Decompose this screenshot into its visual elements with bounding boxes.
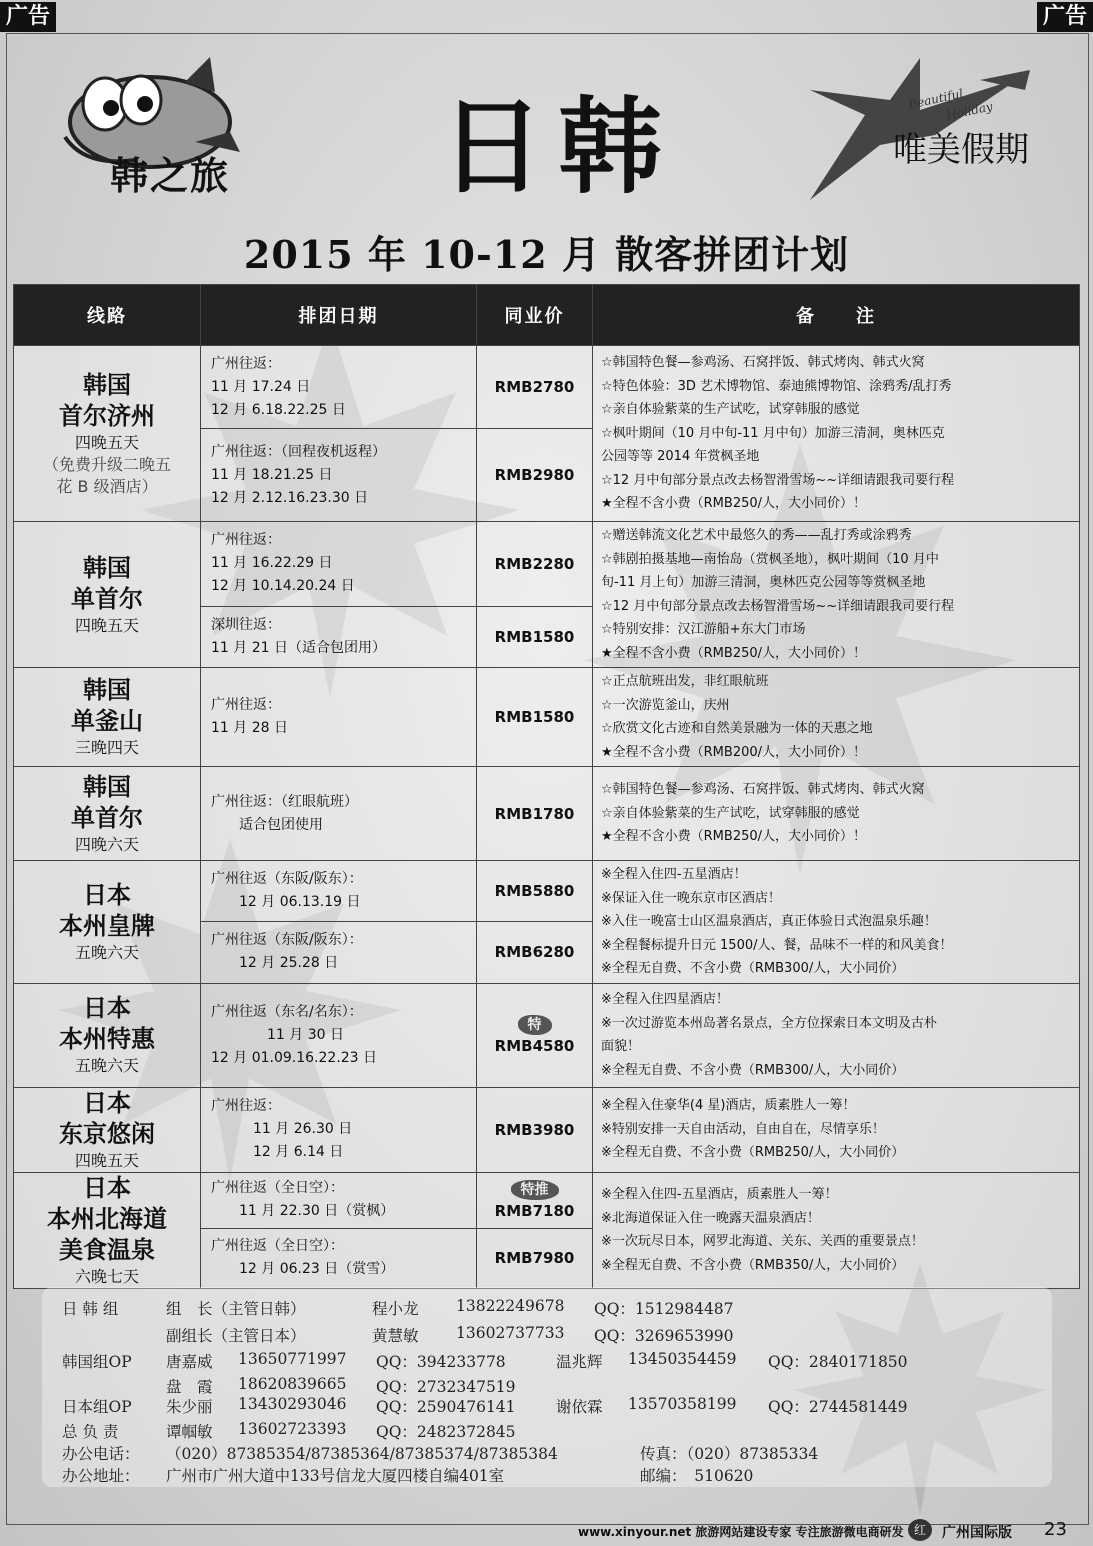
note-line: ※全程入住四-五星酒店，质素胜人一筹！ xyxy=(601,1187,838,1202)
date-line: 广州往返（东名/名东）： xyxy=(211,1003,363,1020)
contact-phone: 13650771997 xyxy=(238,1350,347,1368)
route-duration: 四晚五天 xyxy=(74,432,139,452)
date-line: 11 月 26.30 日 xyxy=(211,1121,353,1137)
note-line: ※入住一晚富士山区温泉酒店，真正体验日式泡温泉乐趣！ xyxy=(601,914,937,929)
dates-cell xyxy=(201,1087,477,1172)
route-cell xyxy=(14,983,201,1087)
dates-cell xyxy=(201,921,477,983)
route-cell xyxy=(14,1087,201,1172)
note-line: ※特别安排一天自由活动，自由自在，尽情享乐！ xyxy=(601,1121,885,1137)
team-label: 日本组OP xyxy=(62,1398,132,1416)
price-cell: RMB2780 xyxy=(477,346,593,429)
date-line: 12 月 10.14.20.24 日 xyxy=(211,578,355,595)
note-line: ☆亲自体验紫菜的生产试吃，试穿韩服的感觉 xyxy=(601,402,860,418)
table-row xyxy=(14,1087,1080,1172)
footer-edition: 广州国际版 xyxy=(942,1525,1012,1541)
route-country: 日本 xyxy=(83,1173,131,1202)
dates-cell xyxy=(201,1229,477,1288)
contact-name: 谭帼敏 xyxy=(166,1423,213,1441)
note-line: ※全程入住豪华(4 星)酒店，质素胜人一筹！ xyxy=(601,1098,856,1114)
contact-name: 温兆辉 xyxy=(556,1353,603,1371)
route-duration: 四晚五天 xyxy=(74,1150,139,1170)
date-line: 11 月 28 日 xyxy=(211,720,288,736)
contact-name: 盘 霞 xyxy=(166,1378,213,1396)
page-title: 日韩 xyxy=(440,86,677,208)
contact-phone: 13602723393 xyxy=(238,1420,347,1438)
fax: 传真：（020）87385334 xyxy=(640,1445,819,1463)
logo-english-beautiful: Beautiful xyxy=(907,86,965,112)
weimei-logo-text: 唯美假期 xyxy=(893,130,1029,170)
route-cell xyxy=(14,346,201,522)
col-header-notes: 备 注 xyxy=(593,285,1080,346)
route-duration: 四晚五天 xyxy=(74,615,139,635)
contact-qq: QQ：2840171850 xyxy=(768,1353,908,1371)
notes-cell xyxy=(593,346,1080,522)
note-line: ※全程无自费、不含小费（RMB300/人，大小同价） xyxy=(601,1062,905,1078)
price-cell: RMB3980 xyxy=(477,1087,593,1172)
notes-cell xyxy=(593,668,1080,767)
contact-qq: QQ：2590476141 xyxy=(376,1398,516,1416)
note-line: ☆正点航班出发，非红眼航班 xyxy=(601,674,769,689)
route-duration: 三晚四天 xyxy=(74,738,139,757)
price-cell: RMB1580 xyxy=(477,606,593,667)
date-line: 12 月 01.09.16.22.23 日 xyxy=(211,1049,378,1066)
note-line: 面貌！ xyxy=(601,1039,641,1054)
note-line: ★全程不含小费（RMB250/人，大小同价）！ xyxy=(601,496,867,512)
note-line: ☆亲自体验紫菜的生产试吃，试穿韩服的感觉 xyxy=(601,805,860,821)
price-cell: RMB7980 xyxy=(477,1229,593,1288)
note-line: ☆特别安排：汉江游船+东大门市场 xyxy=(601,622,806,637)
dates-cell xyxy=(201,1172,477,1229)
price-value: RMB7180 xyxy=(494,1202,575,1221)
team-label: 韩国组OP xyxy=(62,1353,132,1371)
contact-phone: 13450354459 xyxy=(628,1350,737,1368)
special-badge: 特推 xyxy=(511,1180,559,1200)
route-name: 单首尔 xyxy=(71,584,143,613)
contact-qq: QQ：3269653990 xyxy=(594,1327,734,1345)
table-row xyxy=(14,861,1080,922)
hanzhilv-logo-text: 韩之旅 xyxy=(110,153,231,198)
date-line: 11 月 16.22.29 日 xyxy=(211,555,333,572)
date-line: 广州往返： xyxy=(211,355,281,372)
route-duration: 五晚六天 xyxy=(74,942,139,962)
page-subtitle: 2015 年 10-12 月 散客拼团计划 xyxy=(243,232,850,277)
dates-cell xyxy=(201,429,477,522)
ad-label-left: 广告 xyxy=(0,2,56,32)
contact-qq: QQ：2732347519 xyxy=(376,1378,516,1396)
date-line: 12 月 6.18.22.25 日 xyxy=(211,401,346,418)
price-cell: RMB2980 xyxy=(477,429,593,522)
contact-qq: QQ：2744581449 xyxy=(768,1398,908,1416)
route-country: 日本 xyxy=(83,994,131,1022)
date-line: 12 月 25.28 日 xyxy=(211,955,339,972)
date-line: 广州往返：（回程夜机返程） xyxy=(211,443,386,460)
route-cell xyxy=(14,767,201,861)
note-line: ☆枫叶期间（10 月中旬-11 月中旬）加游三清洞，奥林匹克 xyxy=(601,425,945,441)
route-note: 花 B 级酒店） xyxy=(56,476,158,496)
col-header-route: 线路 xyxy=(14,285,201,346)
date-line: 11 月 21 日（适合包团用） xyxy=(211,639,386,656)
contact-name: 唐嘉威 xyxy=(166,1353,213,1371)
date-line: 12 月 2.12.16.23.30 日 xyxy=(211,489,369,506)
route-cell xyxy=(14,861,201,984)
dates-cell xyxy=(201,606,477,667)
contact-name: 黄慧敏 xyxy=(372,1327,419,1345)
note-line: ★全程不含小费（RMB250/人，大小同价）！ xyxy=(601,829,867,845)
footer-website: www.xinyour.net 旅游网站建设专家 专注旅游微电商研发 xyxy=(578,1525,904,1539)
route-name: 本州皇牌 xyxy=(59,911,155,940)
date-line: 深圳往返： xyxy=(211,616,281,633)
postcode: 邮编： 510620 xyxy=(640,1467,754,1485)
date-line: 广州往返： xyxy=(211,697,281,713)
contact-name: 谢依霖 xyxy=(556,1398,603,1416)
route-name: 首尔济州 xyxy=(59,401,155,430)
notes-cell xyxy=(593,983,1080,1087)
note-line: ※全程入住四-五星酒店！ xyxy=(601,867,747,882)
note-line: ☆一次游览釜山，庆州 xyxy=(601,697,730,713)
date-line: 12 月 06.23 日（赏雪） xyxy=(211,1261,395,1278)
route-country: 韩国 xyxy=(83,772,131,801)
note-line: 公园等等 2014 年赏枫圣地 xyxy=(601,449,760,465)
date-line: 广州往返（全日空）： xyxy=(211,1180,344,1197)
notes-cell xyxy=(593,1172,1080,1288)
contact-phone: 13570358199 xyxy=(628,1395,737,1413)
note-line: ※保证入住一晚东京市区酒店！ xyxy=(601,890,781,906)
contact-phone: 13430293046 xyxy=(238,1395,347,1413)
price-cell: RMB5880 xyxy=(477,861,593,922)
route-note: （免费升级二晚五 xyxy=(42,454,171,474)
contact-qq: QQ：2482372845 xyxy=(376,1423,516,1441)
notes-cell xyxy=(593,1087,1080,1172)
note-line: ※全程无自费、不含小费（RMB250/人，大小同价） xyxy=(601,1145,905,1161)
route-duration: 五晚六天 xyxy=(74,1056,139,1075)
route-name: 本州北海道 xyxy=(47,1204,167,1233)
table-row xyxy=(14,1172,1080,1229)
contact-block xyxy=(42,1287,1052,1487)
table-row xyxy=(14,346,1080,429)
note-line: ★全程不含小费（RMB200/人，大小同价）！ xyxy=(601,744,867,760)
route-duration: 四晚六天 xyxy=(74,834,139,854)
date-line: 11 月 22.30 日（赏枫） xyxy=(211,1203,395,1220)
office-address: 广州市广州大道中133号信龙大厦四楼自编401室 xyxy=(166,1467,505,1485)
table-row xyxy=(14,522,1080,607)
route-name: 单釜山 xyxy=(71,707,143,735)
contact-phone: 13822249678 xyxy=(456,1297,565,1315)
note-line: ※一次过游览本州岛著名景点，全方位探索日本文明及古朴 xyxy=(601,1015,937,1031)
route-cell xyxy=(14,668,201,767)
notes-cell xyxy=(593,522,1080,668)
notes-cell xyxy=(593,861,1080,984)
note-line: ☆赠送韩流文化艺术中最悠久的秀——乱打秀或涂鸦秀 xyxy=(601,528,912,543)
contact-qq: QQ：394233778 xyxy=(376,1353,506,1371)
date-line: 11 月 18.21.25 日 xyxy=(211,466,333,483)
table-row xyxy=(14,983,1080,1087)
dates-cell xyxy=(201,346,477,429)
office-address-label: 办公地址： xyxy=(62,1467,140,1485)
note-line: ☆欣赏文化古迹和自然美景融为一体的天惠之地 xyxy=(601,721,873,736)
note-line: ※全程无自费、不含小费（RMB350/人，大小同价） xyxy=(601,1257,905,1273)
note-line: ※一次玩尽日本，网罗北海道、关东、关西的重要景点！ xyxy=(601,1234,924,1249)
route-name: 东京悠闲 xyxy=(59,1119,155,1148)
route-country: 韩国 xyxy=(83,370,131,399)
red-circle-logo: 红 xyxy=(908,1519,932,1541)
price-cell: RMB6280 xyxy=(477,921,593,983)
note-line: ※全程入住四星酒店！ xyxy=(601,992,729,1007)
note-line: ※北海道保证入住一晚露天温泉酒店！ xyxy=(601,1210,820,1226)
route-country: 日本 xyxy=(83,880,131,909)
team-label: 日 韩 组 xyxy=(62,1300,119,1318)
office-phone-label: 办公电话： xyxy=(62,1445,140,1463)
price-cell xyxy=(477,983,593,1087)
route-country: 日本 xyxy=(83,1088,131,1117)
logo-english-holiday: Holiday xyxy=(945,99,994,123)
contact-title: 副组长（主管日本） xyxy=(166,1327,306,1345)
col-header-price: 同业价 xyxy=(477,285,593,346)
route-name: 单首尔 xyxy=(71,803,143,832)
office-phone: （020）87385354/87385364/87385374/87385384 xyxy=(166,1445,558,1463)
route-country: 韩国 xyxy=(83,553,131,582)
date-line: 12 月 6.14 日 xyxy=(211,1144,344,1160)
contact-phone: 18620839665 xyxy=(238,1375,347,1393)
note-line: ★全程不含小费（RMB250/人，大小同价）！ xyxy=(601,645,867,661)
contact-phone: 13602737733 xyxy=(456,1324,565,1342)
date-line: 广州往返： xyxy=(211,1098,281,1114)
note-line: ☆韩剧拍摄基地—南怡岛（赏枫圣地），枫叶期间（10 月中 xyxy=(601,551,939,567)
dates-cell xyxy=(201,522,477,607)
date-line: 广州往返： xyxy=(211,532,281,549)
note-line: ☆韩国特色餐—参鸡汤、石窝拌饭、韩式烤肉、韩式火窝 xyxy=(601,782,925,798)
route-cell xyxy=(14,1172,201,1288)
note-line: ☆特色体验：3D 艺术博物馆、泰迪熊博物馆、涂鸦秀/乱打秀 xyxy=(601,378,952,394)
col-header-dates: 排团日期 xyxy=(201,285,477,346)
contact-title: 组 长（主管日韩） xyxy=(166,1300,306,1318)
note-line: ☆12 月中旬部分景点改去杨智滑雪场~~详细请跟我司要行程 xyxy=(601,472,955,488)
date-line: 广州往返（东阪/阪东）： xyxy=(211,870,363,887)
date-line: 广州往返（全日空）： xyxy=(211,1238,344,1255)
date-line: 广州往返：（红眼航班） xyxy=(211,793,358,810)
team-label: 总 负 责 xyxy=(62,1423,119,1441)
table-header-row xyxy=(14,285,1080,346)
contact-qq: QQ：1512984487 xyxy=(594,1300,734,1318)
note-line: ☆韩国特色餐—参鸡汤、石窝拌饭、韩式烤肉、韩式火窝 xyxy=(601,355,925,371)
dates-cell xyxy=(201,983,477,1087)
date-line: 适合包团使用 xyxy=(211,816,323,833)
route-name: 本州特惠 xyxy=(59,1025,155,1053)
contact-name: 程小龙 xyxy=(372,1300,419,1318)
price-cell xyxy=(477,1172,593,1229)
page-number: 23 xyxy=(1044,1519,1067,1540)
notes-cell xyxy=(593,767,1080,861)
date-line: 广州往返（东阪/阪东）： xyxy=(211,932,363,949)
note-line: ☆12 月中旬部分景点改去杨智滑雪场~~详细请跟我司要行程 xyxy=(601,598,955,614)
note-line: ※全程餐标提升日元 1500/人、餐，品味不一样的和风美食！ xyxy=(601,937,953,953)
dates-cell xyxy=(201,668,477,767)
dates-cell xyxy=(201,767,477,861)
price-cell: RMB2280 xyxy=(477,522,593,607)
special-badge: 特 xyxy=(518,1015,552,1035)
table-row xyxy=(14,668,1080,767)
schedule-table xyxy=(13,284,1080,1289)
route-cell xyxy=(14,522,201,668)
table-row xyxy=(14,767,1080,861)
dates-cell xyxy=(201,861,477,922)
date-line: 11 月 30 日 xyxy=(211,1026,344,1043)
route-duration: 六晚七天 xyxy=(74,1266,139,1286)
note-line: ※全程无自费、不含小费（RMB300/人，大小同价） xyxy=(601,961,905,976)
price-cell: RMB1780 xyxy=(477,767,593,861)
note-line: 旬-11 月上旬）加游三清洞，奥林匹克公园等等赏枫圣地 xyxy=(601,575,926,590)
ad-label-right: 广告 xyxy=(1037,2,1093,32)
route-country: 韩国 xyxy=(83,676,131,704)
price-cell: RMB1580 xyxy=(477,668,593,767)
route-name: 美食温泉 xyxy=(59,1235,155,1264)
price-value: RMB4580 xyxy=(494,1037,575,1055)
date-line: 11 月 17.24 日 xyxy=(211,378,311,395)
contact-name: 朱少丽 xyxy=(166,1398,213,1416)
date-line: 12 月 06.13.19 日 xyxy=(211,893,361,910)
